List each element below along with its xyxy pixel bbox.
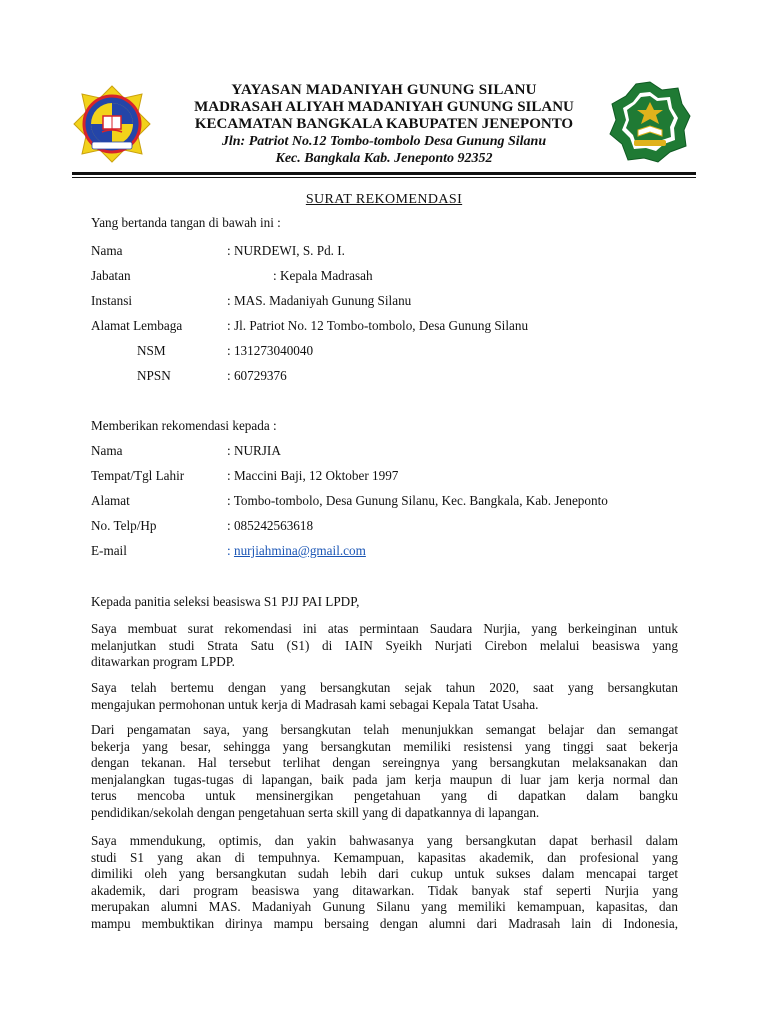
paragraph-line: studi S1 yang akan di tempuhnya. Kemampuan, kapasitas akademik, dan profesional yang xyxy=(91,849,678,865)
salutation: Kepada panitia seleksi beasiswa S1 PJJ PAI LPDP, xyxy=(91,594,360,609)
paragraph-line: ditawarkan program LPDP. xyxy=(91,654,235,669)
field-value xyxy=(227,543,366,559)
field-value: : Jl. Patriot No. 12 Tombo-tombolo, Desa Gunung Silanu xyxy=(227,318,529,333)
paragraph-line: melanjutkan studi Strata Satu (S1) di IAIN Syeikh Nurjati Cirebon melalui beasiswa yang xyxy=(91,637,678,653)
field-label: Alamat Lembaga xyxy=(91,318,183,333)
field-value: : Kepala Madrasah xyxy=(273,268,373,283)
paragraph-line: terus mencoba untuk mensinergikan pengetahuan yang di dapatkan dalam bangku xyxy=(91,788,678,803)
paragraph-line: dengan tekanan. Hal tersebut terlihat dengan sereingnya yang bersangkutan melaksanakan dan xyxy=(91,755,678,770)
paragraph-line: akademik, dari program beasiswa yang ditawarkan. Tidak banyak staf seperti Nurjia yang xyxy=(91,882,678,898)
field-value: : NURJIA xyxy=(227,443,281,458)
paragraph-line: Dari pengamatan saya, yang bersangkutan telah menunjukkan semangat belajar dan semangat xyxy=(91,722,678,737)
paragraph-line: Saya telah bertemu dengan yang bersangkutan sejak tahun 2020, saat yang bersangkutan xyxy=(91,680,678,695)
field-label: NPSN xyxy=(137,368,171,383)
field-value: : 60729376 xyxy=(227,368,287,383)
kemenag-emblem-icon xyxy=(608,80,692,164)
paragraph-line: Saya mmendukung, optimis, dan yakin bahwasanya yang bersangkutan dapat berhasil dalam xyxy=(91,833,678,848)
paragraph-line: mengajukan permohonan untuk kerja di Madrasah kami sebagai Kepala Tatat Usaha. xyxy=(91,696,539,712)
paragraph-line: dimiliki oleh yang bersangkutan sudah lebih dari cukup untuk sukses dalam mencapai target xyxy=(91,866,678,881)
paragraph-line: menjalangkan tugas-tugas di lapangan, baik pada jam kerja maupun di luar jam kerja normal dan xyxy=(91,771,678,787)
letterhead-rule-thin xyxy=(72,177,696,178)
signer-intro: Yang bertanda tangan di bawah ini : xyxy=(91,215,281,230)
paragraph-2 xyxy=(91,680,678,713)
recipient-intro: Memberikan rekomendasi kepada : xyxy=(91,418,277,433)
field-value: : 131273040040 xyxy=(227,343,314,358)
field-label: Tempat/Tgl Lahir xyxy=(91,468,185,483)
paragraph-3 xyxy=(91,722,678,821)
field-value: : MAS. Madaniyah Gunung Silanu xyxy=(227,293,412,308)
foundation-name: YAYASAN MADANIYAH GUNUNG SILANU xyxy=(231,82,537,98)
field-label: Nama xyxy=(91,443,123,458)
paragraph-1 xyxy=(91,621,678,671)
paragraph-4 xyxy=(91,833,678,932)
paragraph-line: mampu membuktikan dirinya mampu bersaing dengan alumni dari Madrasah lain di Indonesia, xyxy=(91,915,678,931)
district-name: KECAMATAN BANGKALA KABUPATEN JENEPONTO xyxy=(194,116,574,132)
field-label: Instansi xyxy=(91,293,133,308)
school-name: MADRASAH ALIYAH MADANIYAH GUNUNG SILANU xyxy=(194,99,574,115)
field-label: NSM xyxy=(137,343,166,358)
field-value: : 085242563618 xyxy=(227,518,314,533)
field-label: Nama xyxy=(91,243,123,258)
field-value: : Maccini Baji, 12 Oktober 1997 xyxy=(227,468,399,483)
field-label: Alamat xyxy=(91,493,130,508)
madrasah-emblem-icon xyxy=(72,84,152,164)
school-address: Jln: Patriot No.12 Tombo-tombolo Desa Gunung Silanu xyxy=(221,134,547,149)
field-value: : NURDEWI, S. Pd. I. xyxy=(227,243,345,258)
letterhead-rule-thick xyxy=(72,172,696,175)
letter-title: SURAT REKOMENDASI xyxy=(305,192,463,207)
field-value: : Tombo-tombolo, Desa Gunung Silanu, Kec. Bangkala, Kab. Jeneponto xyxy=(227,493,608,508)
letterhead xyxy=(170,82,598,167)
email-prefix: : xyxy=(227,543,234,558)
school-region: Kec. Bangkala Kab. Jeneponto 92352 xyxy=(275,151,493,166)
paragraph-line: Saya membuat surat rekomendasi ini atas permintaan Saudara Nurjia, yang berkeinginan untuk xyxy=(91,621,678,636)
paragraph-line: pendidikan/sekolah dengan pengetahuan serta skill yang di dapatkannya di lapangan. xyxy=(91,804,540,820)
paragraph-line: bekerja yang besar, sehingga yang bersangkutan memiliki resistensi yang tinggi saat bekerja xyxy=(91,738,678,754)
email-link[interactable]: nurjiahmina@gmail.com xyxy=(233,543,366,558)
field-label: Jabatan xyxy=(91,268,131,283)
field-label: E-mail xyxy=(91,543,127,558)
field-label: No. Telp/Hp xyxy=(91,518,157,533)
paragraph-line: merupakan alumni MAS. Madaniyah Gunung Silanu yang memiliki kemampuan, kapasitas, dan xyxy=(91,899,678,914)
